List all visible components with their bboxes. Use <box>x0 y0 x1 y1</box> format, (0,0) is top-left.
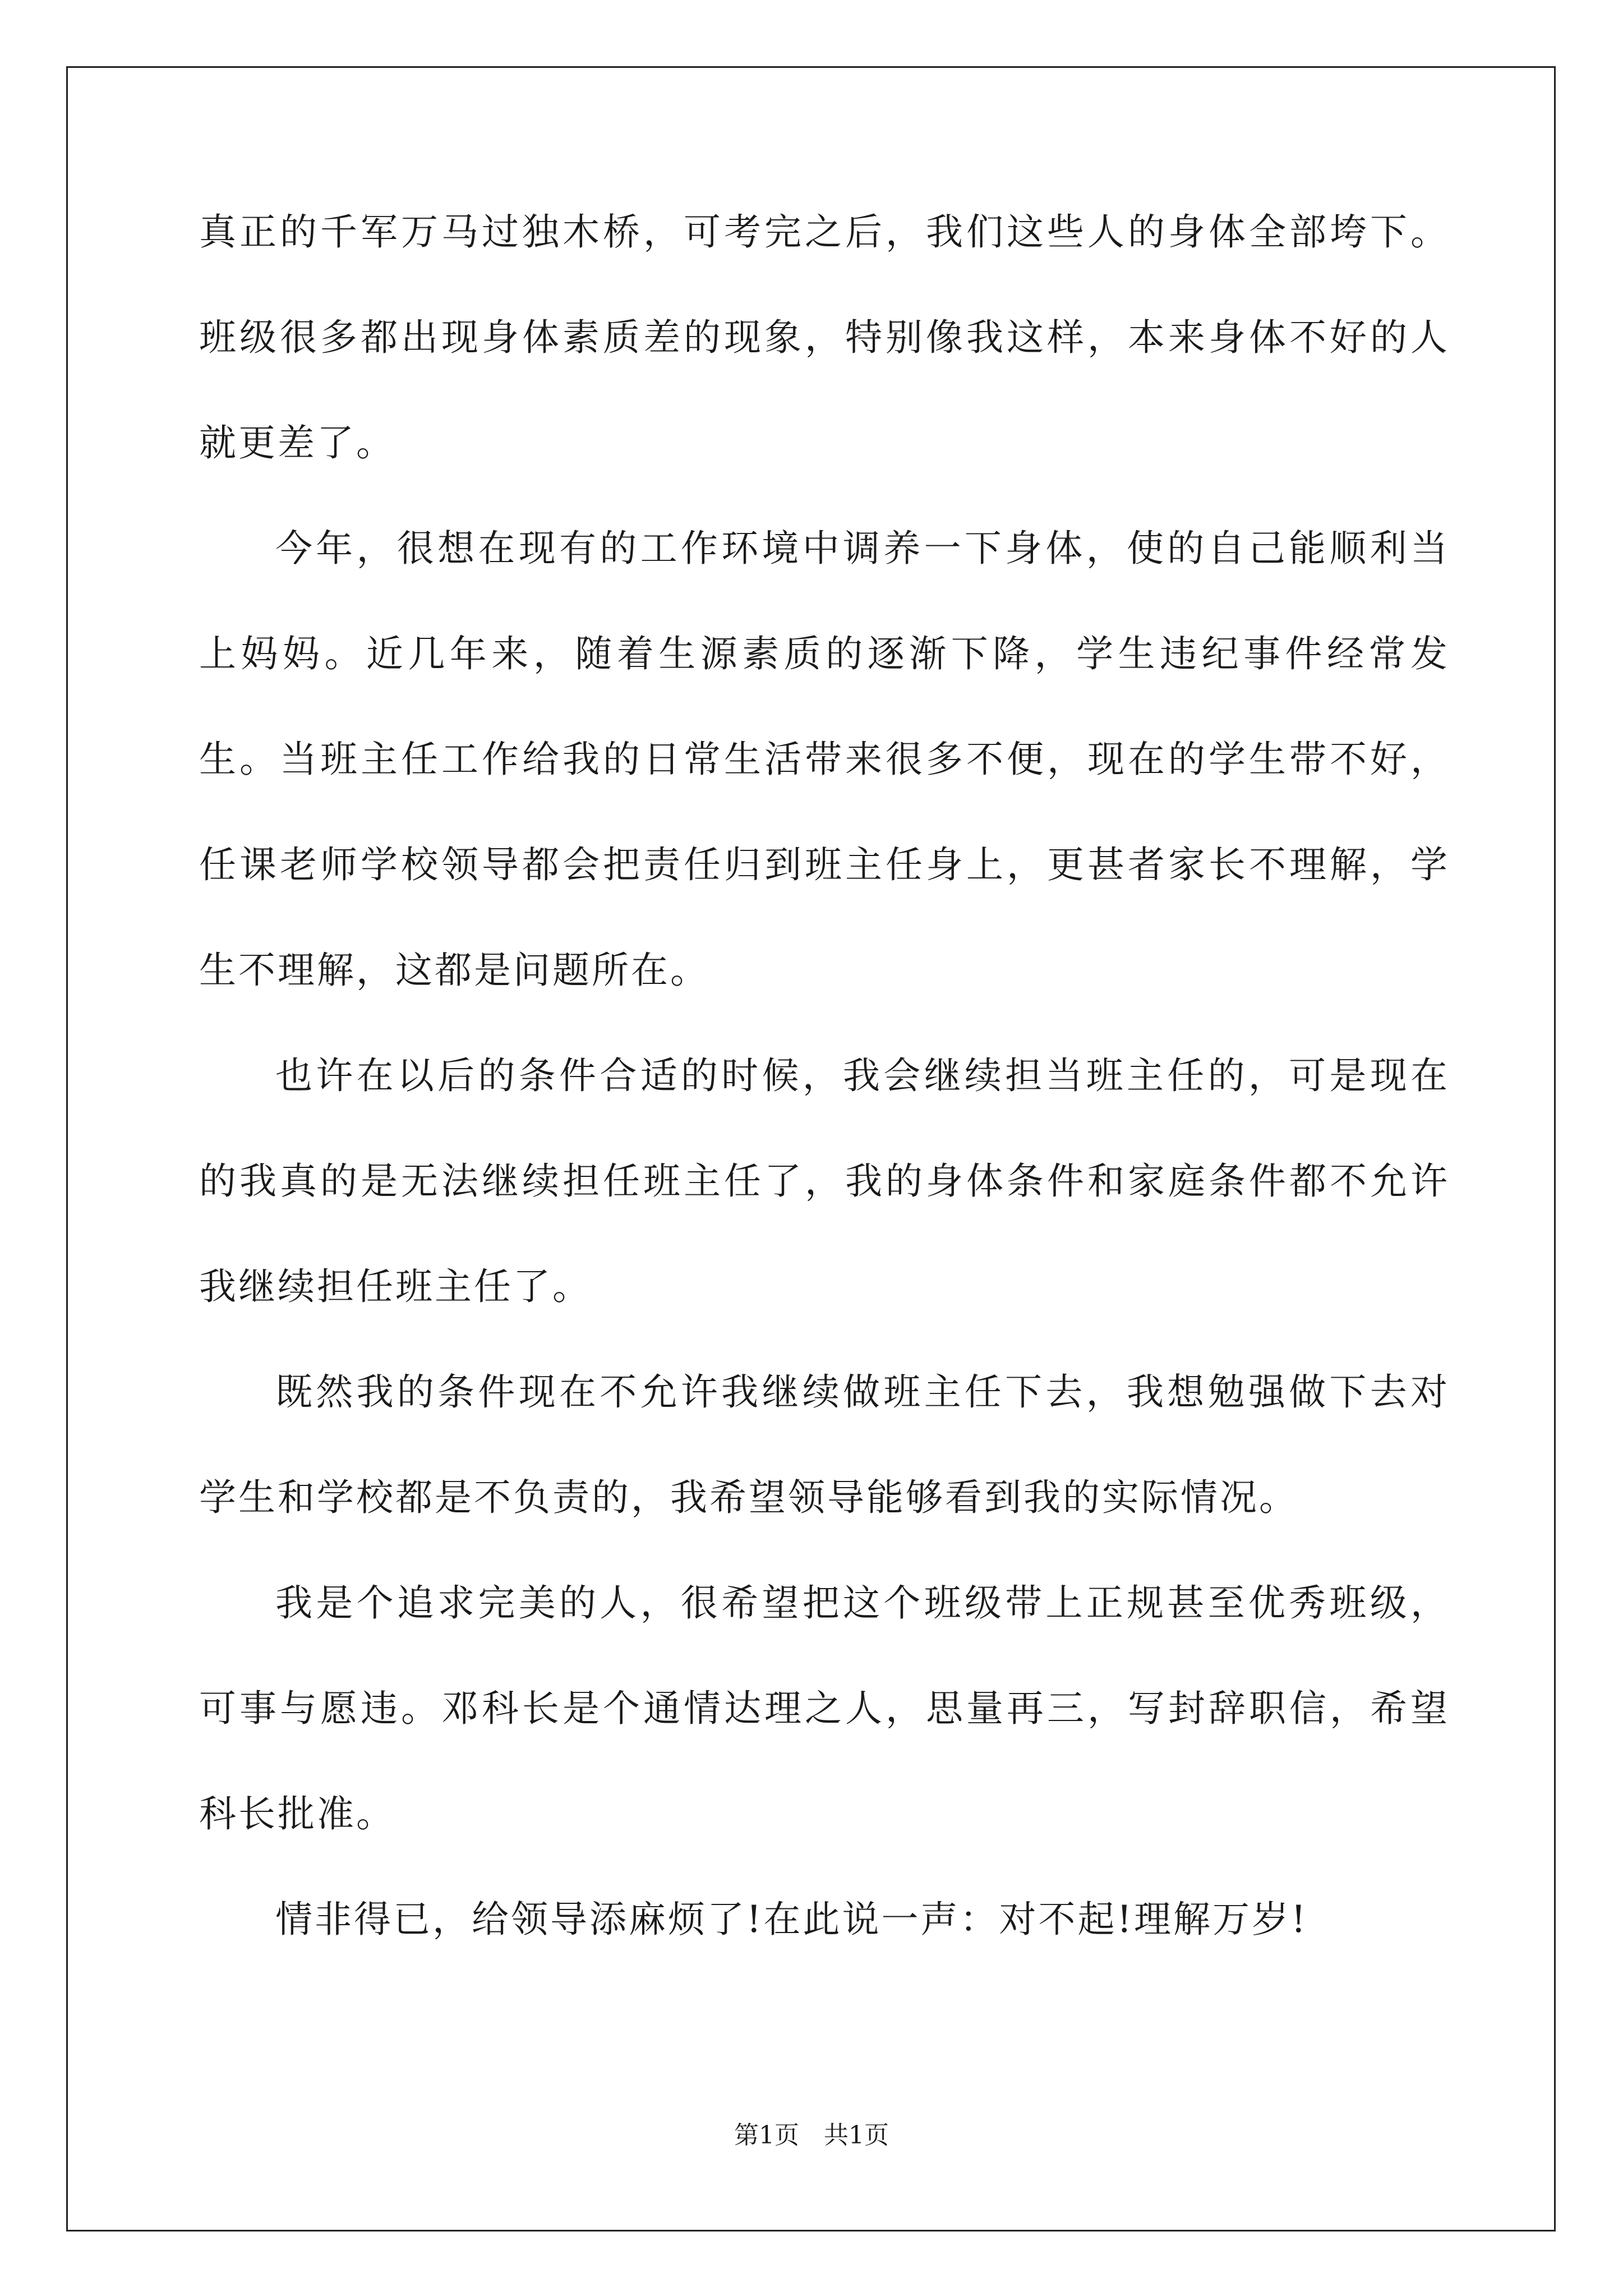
paragraph: 也许在以后的条件合适的时候，我会继续担当班主任的，可是现在的我真的是无法继续担任班主任了，我的身体条件和家庭条件都不允许我继续担任班主任了。 <box>199 1054 1450 1308</box>
paragraph: 真正的千军万马过独木桥，可考完之后，我们这些人的身体全部垮下。班级很多都出现身体素质差的现象，特别像我这样，本来身体不好的人就更差了。 <box>199 210 1450 464</box>
page-footer: 第1页 共1页 <box>734 2121 889 2150</box>
paragraph: 我是个追求完美的人，很希望把这个班级带上正规甚至优秀班级，可事与愿违。邓科长是个通情达理之人，思量再三，写封辞职信，希望科长批准。 <box>199 1581 1450 1835</box>
document-body <box>199 180 1450 1972</box>
paragraph: 既然我的条件现在不允许我继续做班主任下去，我想勉强做下去对学生和学校都是不负责的，我希望领导能够看到我的实际情况。 <box>199 1370 1450 1519</box>
paragraph: 今年，很想在现有的工作环境中调养一下身体，使的自己能顺利当上妈妈。近几年来，随着生源素质的逐渐下降，学生违纪事件经常发生。当班主任工作给我的日常生活带来很多不便，现在的学生带不好，任课老师学校领导都会把责任归到班主任身上，更甚者家长不理解，学生不理解，这都是问题所在。 <box>199 527 1450 992</box>
paragraph: 情非得已，给领导添麻烦了!在此说一声：对不起!理解万岁! <box>275 1898 1308 1941</box>
